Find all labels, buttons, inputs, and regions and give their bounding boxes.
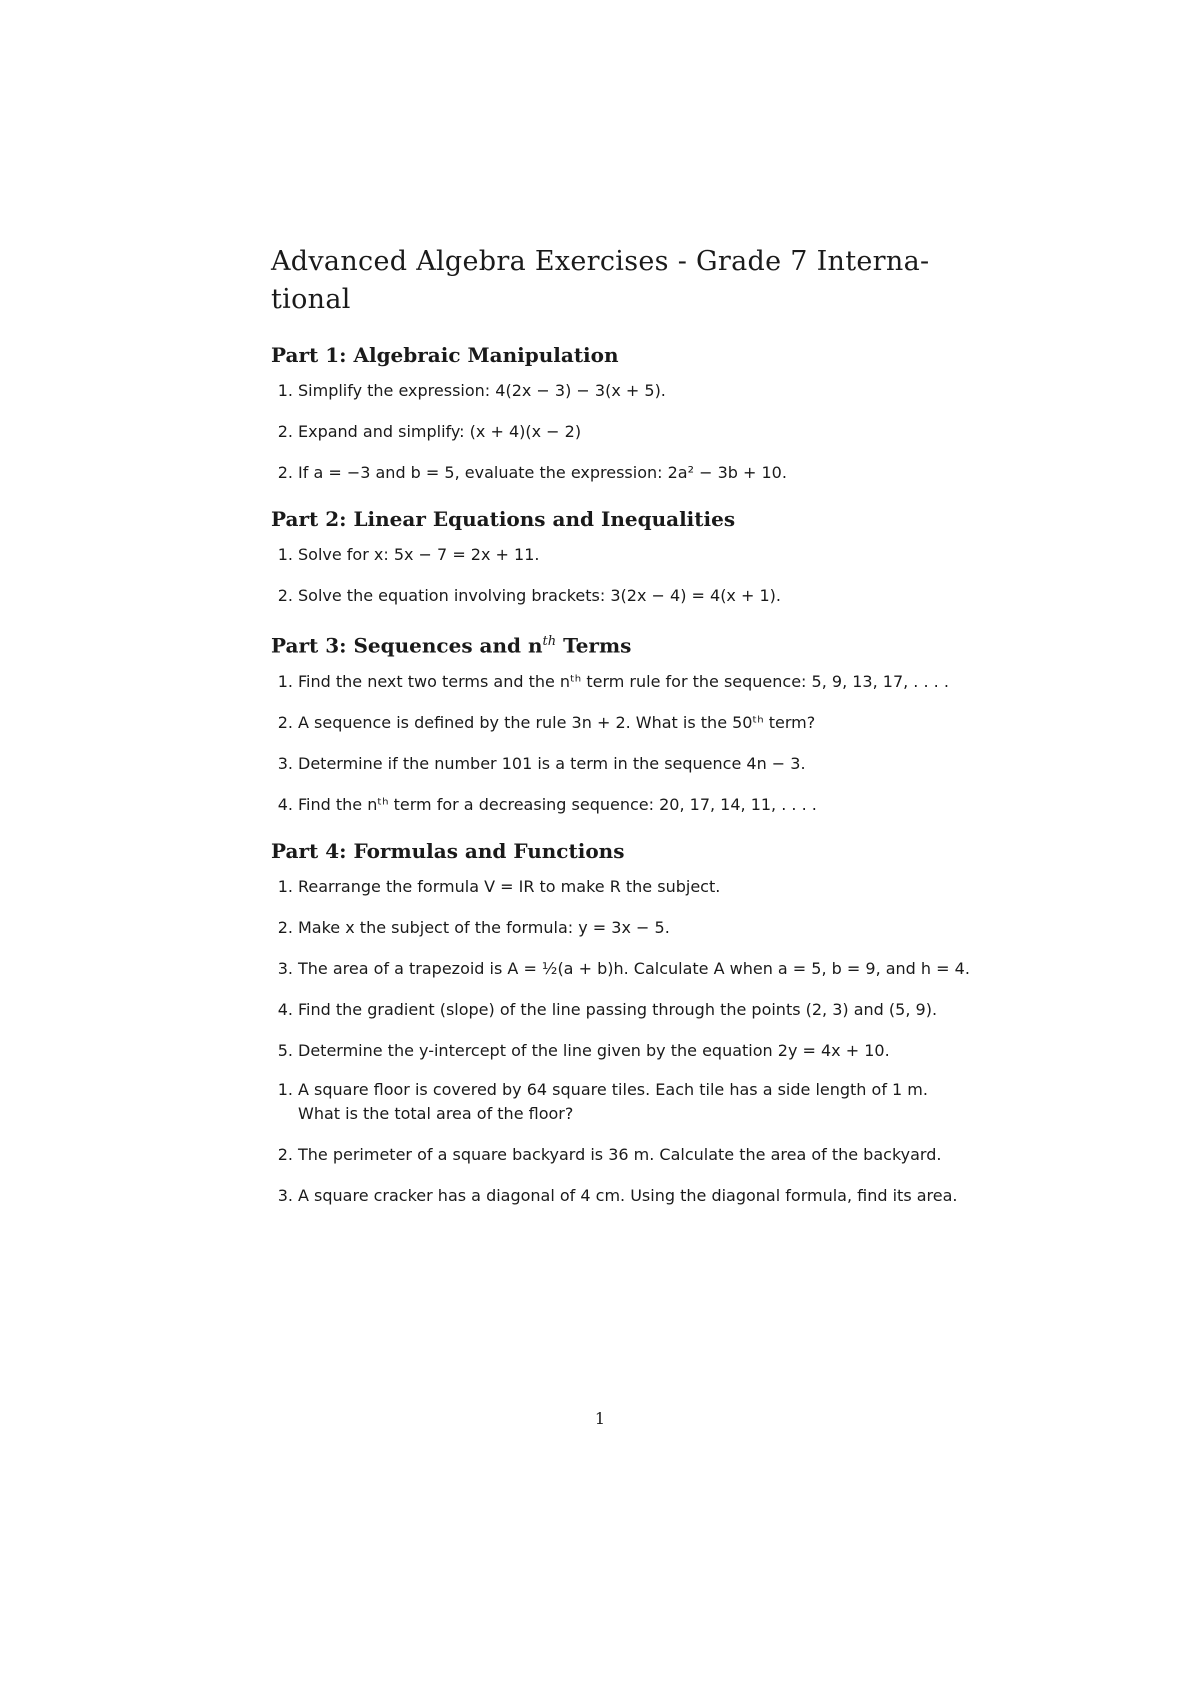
section-part-1: [271, 341, 973, 485]
page-number: 1: [594, 1409, 606, 1428]
item-text: The perimeter of a square backyard is 36 m. Calculate the area of the backyard.: [298, 1144, 942, 1164]
item-number: 3.: [277, 753, 293, 773]
item-number: 2.: [277, 1144, 293, 1164]
exercise-list: [271, 379, 973, 485]
item-text: Find the nᵗʰ term for a decreasing sequence: 20, 17, 14, 11, . . . .: [298, 794, 817, 814]
exercise-item: [271, 1143, 973, 1167]
item-number: 5.: [277, 1040, 293, 1060]
item-text: Expand and simplify: (x + 4)(x − 2): [298, 422, 582, 441]
exercise-list-extra: [271, 1078, 973, 1208]
item-text: A square floor is covered by 64 square tiles. Each tile has a side length of 1 m. What is the total area of the floor?: [298, 1079, 928, 1123]
item-number: 4.: [277, 999, 293, 1019]
item-number: 2.: [277, 463, 293, 482]
item-number: 1.: [277, 671, 293, 691]
item-number: 2.: [277, 917, 293, 937]
item-number: 4.: [277, 794, 293, 814]
exercise-item: [271, 543, 973, 567]
item-text: Solve for x: 5x − 7 = 2x + 11.: [298, 545, 540, 564]
item-text: Simplify the expression: 4(2x − 3) − 3(x + 5).: [298, 381, 666, 400]
exercise-list: [271, 875, 973, 1063]
item-number: 2.: [277, 586, 293, 605]
exercise-item: [271, 584, 973, 608]
item-text: Find the next two terms and the nᵗʰ term rule for the sequence: 5, 9, 13, 17, . . . .: [298, 671, 949, 691]
section-heading: Part 4: Formulas and Functions: [271, 838, 625, 863]
section-part-3: [271, 628, 973, 817]
exercise-item: [271, 379, 973, 403]
item-text: The area of a trapezoid is A = ½(a + b)h. Calculate A when a = 5, b = 9, and h = 4.: [298, 958, 970, 978]
section-heading: Part 2: Linear Equations and Inequalities: [271, 507, 736, 531]
item-number: 1.: [277, 381, 293, 400]
exercise-item: [271, 957, 973, 981]
document-content: [271, 243, 973, 1228]
item-number: 3.: [277, 958, 293, 978]
section-part-4: [271, 837, 973, 1208]
item-text: A sequence is defined by the rule 3n + 2. What is the 50ᵗʰ term?: [298, 712, 816, 732]
exercise-item: [271, 1078, 973, 1126]
item-text: If a = −3 and b = 5, evaluate the expression: 2a² − 3b + 10.: [298, 463, 787, 482]
exercise-item: [271, 752, 973, 776]
exercise-item: [271, 461, 973, 485]
item-text: A square cracker has a diagonal of 4 cm. Using the diagonal formula, find its area.: [298, 1185, 958, 1205]
item-text: Find the gradient (slope) of the line passing through the points (2, 3) and (5, 9).: [298, 999, 938, 1019]
item-text: Make x the subject of the formula: y = 3x − 5.: [298, 917, 670, 937]
exercise-list: [271, 670, 973, 817]
item-number: 2.: [277, 712, 293, 732]
item-text: Rearrange the formula V = IR to make R the subject.: [298, 876, 721, 896]
heading-superscript: th: [542, 634, 557, 649]
exercise-item: [271, 1184, 973, 1208]
exercise-item: [271, 670, 973, 694]
item-number: 3.: [277, 1185, 293, 1205]
exercise-item: [271, 998, 973, 1022]
exercise-item: [271, 793, 973, 817]
section-part-2: [271, 505, 973, 608]
heading-suffix: Terms: [556, 633, 632, 658]
exercise-list: [271, 543, 973, 608]
exercise-item: [271, 420, 973, 444]
exercise-item: [271, 711, 973, 735]
item-number: 2.: [277, 422, 293, 441]
heading-prefix: Part 3: Sequences and n: [271, 633, 543, 658]
document-title: Advanced Algebra Exercises - Grade 7 Interna- tional: [271, 246, 930, 315]
item-text: Determine if the number 101 is a term in the sequence 4n − 3.: [298, 753, 806, 773]
exercise-item: [271, 916, 973, 940]
section-heading: Part 1: Algebraic Manipulation: [271, 343, 619, 367]
item-number: 1.: [277, 1079, 293, 1099]
item-number: 1.: [277, 876, 293, 896]
item-text: Determine the y-intercept of the line given by the equation 2y = 4x + 10.: [298, 1040, 890, 1060]
item-text: Solve the equation involving brackets: 3(2x − 4) = 4(x + 1).: [298, 586, 781, 605]
item-number: 1.: [277, 545, 293, 564]
section-heading: [271, 628, 973, 660]
exercise-item: [271, 1039, 973, 1063]
exercise-item: [271, 875, 973, 899]
